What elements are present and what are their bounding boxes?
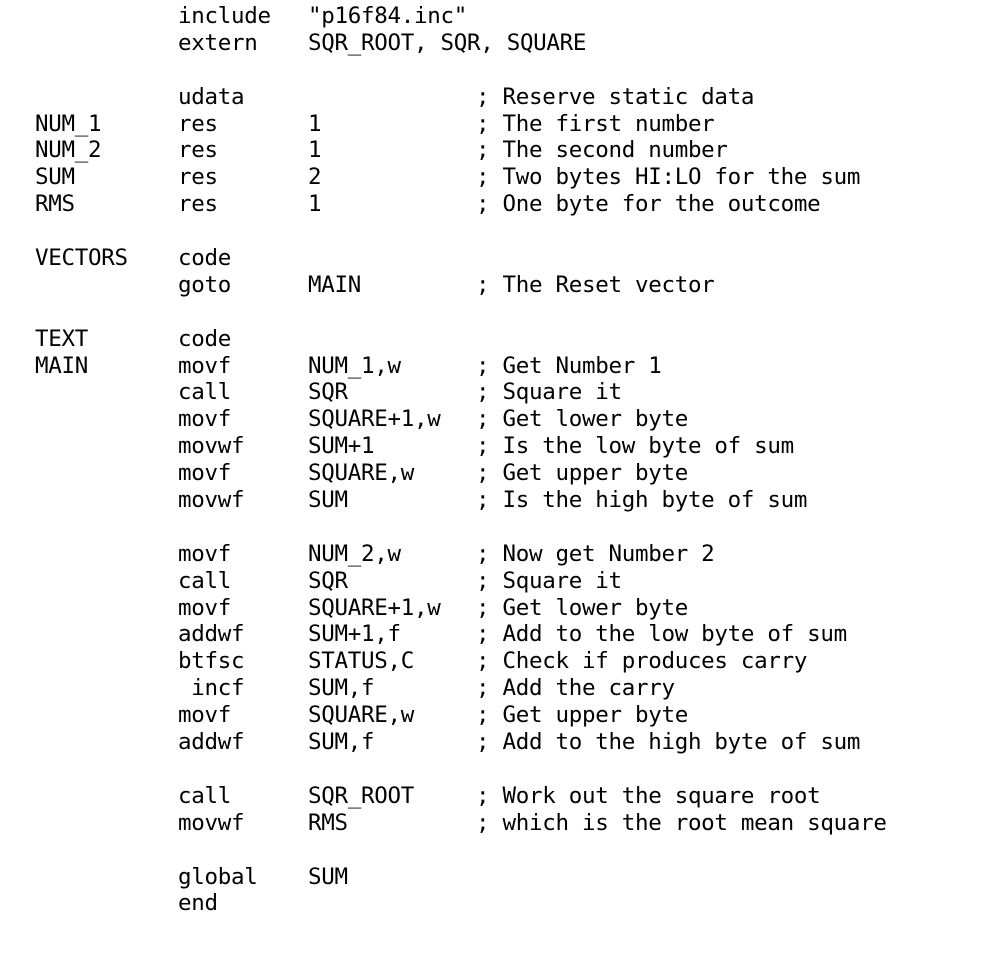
line-mnemonic: movf [178,352,231,379]
line-operand: SUM,f [308,675,375,702]
line-comment: ; which is the root mean square [476,809,887,836]
code-line [0,810,1001,837]
code-line [0,353,1001,380]
line-mnemonic: call [178,379,231,406]
line-operand: SQUARE+1,w [308,406,441,433]
line-comment: ; One byte for the outcome [476,191,821,218]
code-line [0,487,1001,514]
line-operand: SUM+1,f [308,621,401,648]
code-line [0,30,1001,57]
line-comment: ; Work out the square root [476,782,821,809]
line-comment: ; Get lower byte [476,594,688,621]
line-label: VECTORS [35,245,128,272]
line-comment: ; Add the carry [476,675,675,702]
line-comment: ; The first number [476,110,715,137]
line-operand: "p16f84.inc" [308,3,467,29]
line-mnemonic: res [178,164,218,191]
code-line [0,299,1001,326]
line-operand: SUM+1 [308,433,375,460]
line-label: SUM [35,164,75,191]
code-line [0,702,1001,729]
code-line [0,57,1001,84]
line-mnemonic: extern [178,29,258,56]
line-mnemonic: udata [178,83,245,110]
code-line [0,164,1001,191]
line-operand: SQUARE,w [308,460,414,487]
code-line [0,837,1001,864]
line-mnemonic: res [178,191,218,218]
line-mnemonic: res [178,137,218,164]
line-comment: ; The Reset vector [476,271,715,298]
line-comment: ; The second number [476,137,728,164]
line-mnemonic: movwf [178,809,245,836]
line-mnemonic: call [178,567,231,594]
code-line [0,648,1001,675]
line-operand: SUM [308,487,348,514]
code-line [0,783,1001,810]
line-comment: ; Is the low byte of sum [476,433,794,460]
line-mnemonic: movf [178,460,231,487]
line-operand: SQR [308,379,348,406]
line-operand: SQUARE+1,w [308,594,441,621]
code-line [0,245,1001,272]
line-operand: MAIN [308,271,361,298]
line-label: NUM_1 [35,110,102,137]
code-line [0,864,1001,891]
line-mnemonic: btfsc [178,648,245,675]
line-comment: ; Get upper byte [476,702,688,729]
line-comment: ; Check if produces carry [476,648,808,675]
line-comment: ; Add to the high byte of sum [476,729,861,756]
line-mnemonic: addwf [178,621,245,648]
line-mnemonic: end [178,890,218,917]
line-comment: ; Two bytes HI:LO for the sum [476,164,861,191]
line-mnemonic: movf [178,702,231,729]
line-label: RMS [35,191,75,218]
code-line [0,675,1001,702]
line-label: NUM_2 [35,137,102,164]
line-operand: SQR_ROOT [308,782,414,809]
code-line [0,218,1001,245]
code-line [0,460,1001,487]
code-line [0,137,1001,164]
line-mnemonic: include [178,3,271,29]
line-operand: SUM,f [308,729,375,756]
line-comment: ; Square it [476,379,622,406]
code-line [0,326,1001,353]
line-mnemonic: res [178,110,218,137]
line-comment: ; Add to the low byte of sum [476,621,847,648]
line-label: TEXT [35,325,88,352]
line-operand: SQR_ROOT, SQR, SQUARE [308,29,587,56]
line-mnemonic: code [178,245,231,272]
line-mnemonic: call [178,782,231,809]
line-comment: ; Get lower byte [476,406,688,433]
code-line [0,621,1001,648]
code-line [0,406,1001,433]
line-mnemonic: goto [178,271,231,298]
line-mnemonic: movf [178,406,231,433]
line-operand: 2 [308,164,322,191]
code-line [0,272,1001,299]
code-line [0,111,1001,138]
line-mnemonic: global [178,863,258,890]
line-operand: SQR [308,567,348,594]
code-line [0,379,1001,406]
code-line [0,3,1001,30]
line-mnemonic: movf [178,540,231,567]
code-line [0,729,1001,756]
line-comment: ; Square it [476,567,622,594]
line-operand: SQUARE,w [308,702,414,729]
line-comment: ; Get upper byte [476,460,688,487]
line-operand: RMS [308,809,348,836]
line-comment: ; Reserve static data [476,83,755,110]
code-line [0,84,1001,111]
line-mnemonic: movwf [178,487,245,514]
line-mnemonic: incf [178,675,245,702]
line-operand: STATUS,C [308,648,414,675]
line-operand: NUM_2,w [308,540,401,567]
line-comment: ; Get Number 1 [476,352,662,379]
line-operand: 1 [308,191,322,218]
code-line [0,541,1001,568]
line-operand: 1 [308,137,322,164]
line-comment: ; Now get Number 2 [476,540,715,567]
code-line [0,514,1001,541]
line-comment: ; Is the high byte of sum [476,487,808,514]
code-line [0,191,1001,218]
line-operand: 1 [308,110,322,137]
line-mnemonic: addwf [178,729,245,756]
line-operand: SUM [308,863,348,890]
line-label: MAIN [35,352,88,379]
code-line [0,756,1001,783]
code-line [0,568,1001,595]
line-mnemonic: movf [178,594,231,621]
line-operand: NUM_1,w [308,352,401,379]
code-line [0,890,1001,917]
line-mnemonic: code [178,325,231,352]
code-line [0,595,1001,622]
line-mnemonic: movwf [178,433,245,460]
code-line [0,433,1001,460]
